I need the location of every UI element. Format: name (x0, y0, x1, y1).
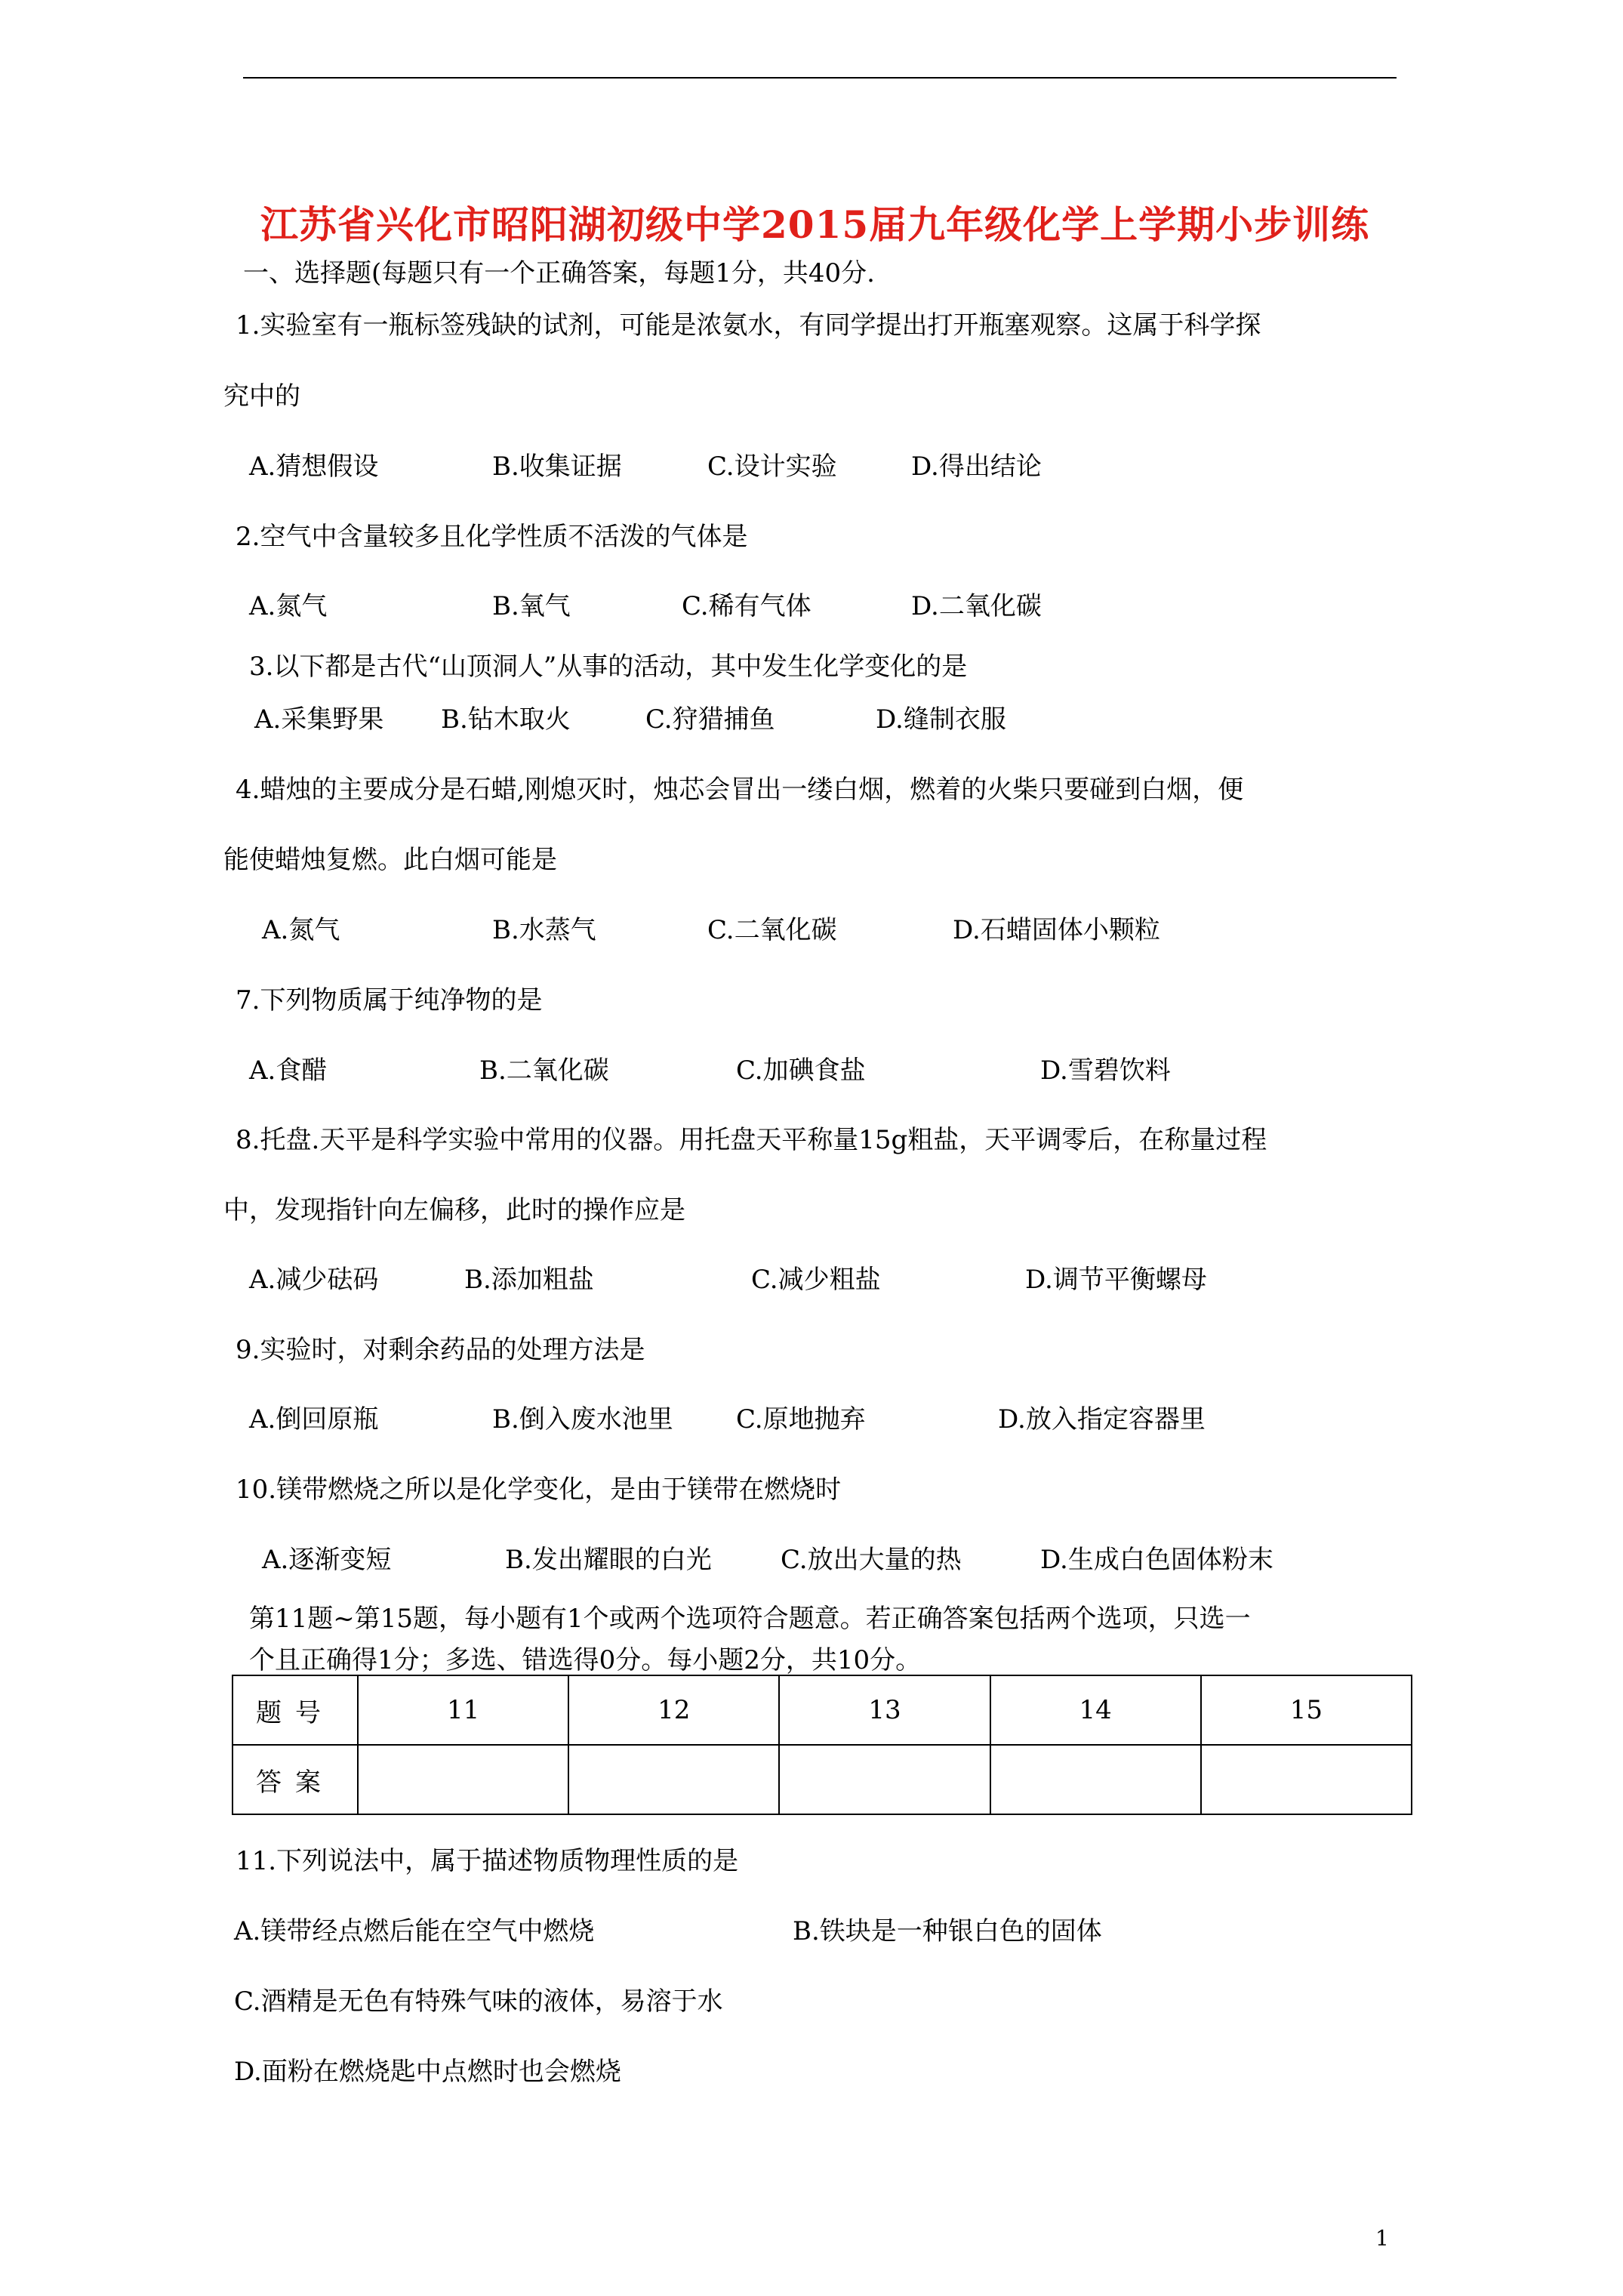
question-2-option-b: B.氧气 (492, 591, 571, 621)
question-7-option-b: B.二氧化碳 (479, 1056, 609, 1086)
question-10-option-d: D.生成白色固体粉末 (1040, 1545, 1273, 1575)
question-9-option-a: A.倒回原瓶 (249, 1404, 379, 1435)
page-title: 江苏省兴化市昭阳湖初级中学2015届九年级化学上学期小步训练 (260, 202, 1370, 247)
question-7-option-c: C.加碘食盐 (736, 1056, 866, 1086)
question-8-line2: 中，发现指针向左偏移，此时的操作应是 (223, 1195, 685, 1225)
answer-table-number-cell: 15 (1201, 1675, 1412, 1745)
question-1-line1: 1.实验室有一瓶标签残缺的试剂，可能是浓氨水，有同学提出打开瓶塞观察。这属于科学探 (236, 310, 1261, 341)
question-8-option-a: A.减少砝码 (249, 1265, 379, 1295)
question-2-option-a: A.氮气 (249, 591, 328, 621)
answer-table-number-cell: 13 (779, 1675, 990, 1745)
answer-cell[interactable] (568, 1745, 779, 1814)
question-9-option-b: B.倒入废水池里 (492, 1404, 673, 1435)
question-11-option-c: C.酒精是无色有特殊气味的液体，易溶于水 (234, 1986, 723, 2017)
answer-cell[interactable] (990, 1745, 1201, 1814)
question-4-line2: 能使蜡烛复燃。此白烟可能是 (223, 845, 557, 875)
question-3-option-a: A.采集野果 (254, 704, 384, 735)
question-9-option-c: C.原地抛弃 (736, 1404, 866, 1435)
question-7-option-a: A.食醋 (249, 1056, 328, 1086)
question-1-line2: 究中的 (223, 381, 300, 411)
question-7: 7.下列物质属于纯净物的是 (236, 985, 543, 1015)
answer-cell[interactable] (779, 1745, 990, 1814)
question-3: 3.以下都是古代“山顶洞人”从事的活动，其中发生化学变化的是 (249, 652, 968, 682)
page-number: 1 (1375, 2226, 1389, 2251)
answer-table-number-row (233, 1675, 1412, 1745)
question-4-line1: 4.蜡烛的主要成分是石蜡,刚熄灭时，烛芯会冒出一缕白烟，燃着的火柴只要碰到白烟，便 (236, 775, 1244, 805)
answer-table-number-cell: 11 (358, 1675, 568, 1745)
answer-table-number-cell: 14 (990, 1675, 1201, 1745)
question-1-option-d: D.得出结论 (911, 451, 1042, 482)
question-4-option-b: B.水蒸气 (492, 915, 596, 945)
question-4-option-d: D.石蜡固体小颗粒 (953, 915, 1160, 945)
question-8-option-d: D.调节平衡螺母 (1025, 1265, 1207, 1295)
section2-instructions-line2: 个且正确得1分；多选、错选得0分。每小题2分，共10分。 (249, 1645, 922, 1675)
section2-instructions-line1: 第11题~第15题，每小题有1个或两个选项符合题意。若正确答案包括两个选项，只选一 (249, 1604, 1251, 1634)
section1-heading: 一、选择题(每题只有一个正确答案，每题1分，共40分. (243, 258, 875, 288)
question-11: 11.下列说法中，属于描述物质物理性质的是 (236, 1846, 739, 1876)
answer-table (232, 1675, 1412, 1815)
answer-table-number-label: 题号 (233, 1675, 358, 1745)
question-4-option-c: C.二氧化碳 (707, 915, 837, 945)
question-7-option-d: D.雪碧饮料 (1040, 1056, 1171, 1086)
question-3-option-b: B.钻木取火 (441, 704, 571, 735)
answer-table-answer-label: 答案 (233, 1745, 358, 1814)
question-9-option-d: D.放入指定容器里 (998, 1404, 1206, 1435)
question-10-option-c: C.放出大量的热 (781, 1545, 962, 1575)
question-10: 10.镁带燃烧之所以是化学变化，是由于镁带在燃烧时 (236, 1475, 842, 1505)
question-1-option-b: B.收集证据 (492, 451, 622, 482)
answer-cell[interactable] (1201, 1745, 1412, 1814)
question-11-option-a: A.镁带经点燃后能在空气中燃烧 (234, 1916, 595, 1946)
question-8-line1: 8.托盘.天平是科学实验中常用的仪器。用托盘天平称量15g粗盐，天平调零后，在称量过程 (236, 1125, 1267, 1155)
question-4-option-a: A.氮气 (262, 915, 340, 945)
question-1-option-c: C.设计实验 (707, 451, 837, 482)
question-2-option-c: C.稀有气体 (682, 591, 812, 621)
header-rule (243, 77, 1397, 79)
question-11-option-b: B.铁块是一种银白色的固体 (793, 1916, 1102, 1946)
question-2-option-d: D.二氧化碳 (911, 591, 1042, 621)
question-9: 9.实验时，对剩余药品的处理方法是 (236, 1335, 645, 1365)
answer-table-number-cell: 12 (568, 1675, 779, 1745)
question-8-option-b: B.添加粗盐 (464, 1265, 594, 1295)
question-10-option-a: A.逐渐变短 (262, 1545, 392, 1575)
question-10-option-b: B.发出耀眼的白光 (505, 1545, 712, 1575)
question-11-option-d: D.面粉在燃烧匙中点燃时也会燃烧 (234, 2057, 621, 2087)
answer-cell[interactable] (358, 1745, 568, 1814)
answer-table-answer-row (233, 1745, 1412, 1814)
question-1-option-a: A.猜想假设 (249, 451, 379, 482)
question-2: 2.空气中含量较多且化学性质不活泼的气体是 (236, 522, 748, 552)
question-3-option-d: D.缝制衣服 (876, 704, 1006, 735)
question-3-option-c: C.狩猎捕鱼 (645, 704, 775, 735)
question-8-option-c: C.减少粗盐 (751, 1265, 881, 1295)
